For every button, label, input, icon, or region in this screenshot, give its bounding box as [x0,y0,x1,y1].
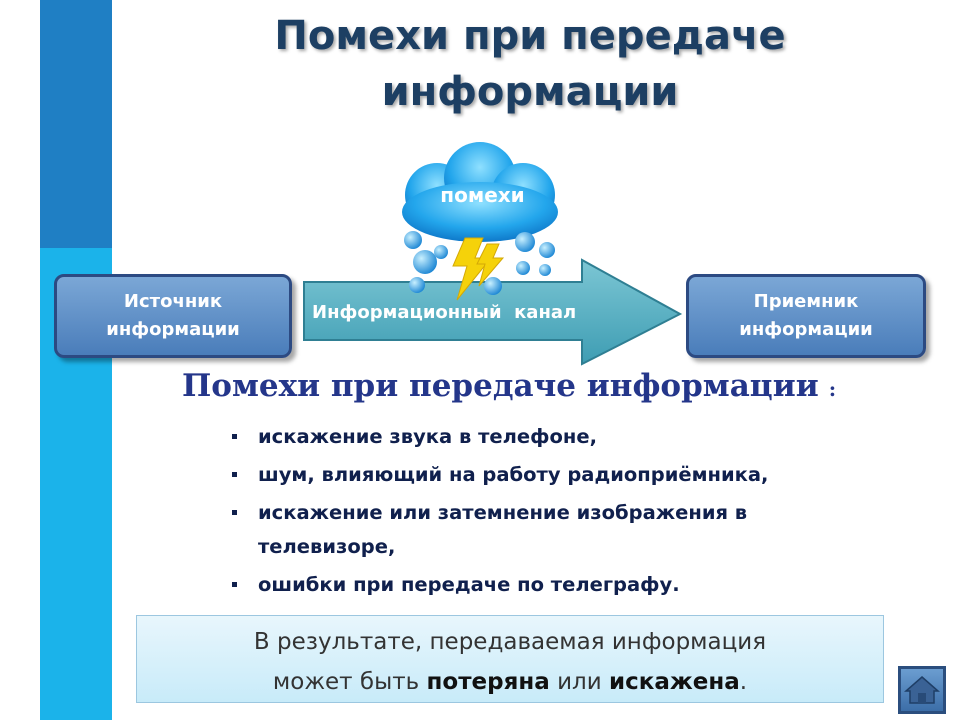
noise-section-heading [182,368,836,404]
result-callout [136,615,884,703]
bullet-icon [232,510,237,515]
result-line2 [137,662,883,702]
noise-cloud-icon [395,140,565,305]
home-icon [901,669,943,711]
receiver-box [686,274,926,358]
source-label-line1: Источник [123,291,223,312]
bullet-icon [232,582,237,587]
noise-heading-text: Помехи при передаче информации [182,368,819,404]
result-period: . [739,669,748,695]
source-box [54,274,292,358]
bullet-icon [232,434,237,439]
noise-heading-colon: : [828,377,837,401]
list-item-text: шум, влияющий на работу радиоприёмника, [258,463,769,486]
list-item [232,458,842,492]
slide-title-line1: Помехи при передаче [274,13,786,59]
sidebar-stripe-dark [40,0,112,248]
channel-label: Информационный канал [312,302,577,323]
list-item-text: ошибки при передаче по телеграфу. [258,573,680,596]
list-item [232,496,842,564]
result-word-lost: потеряна [426,669,550,695]
list-item-text: искажение звука в телефоне, [258,425,597,448]
noise-examples-list [232,420,842,606]
list-item [232,568,842,602]
result-word-distorted: искажена [609,669,740,695]
list-item [232,420,842,454]
home-button[interactable] [898,666,946,714]
result-conj: или [557,669,602,695]
list-item-text: искажение или затемнение изображения в телевизоре, [258,501,748,558]
noise-label: помехи [440,183,525,207]
receiver-label-line2: информации [739,319,873,340]
receiver-label-line1: Приемник [753,291,859,312]
result-prefix: может быть [272,669,420,695]
slide-title [170,8,890,120]
result-line1: В результате, передаваемая информация [253,629,767,655]
slide-title-line2: информации [381,69,679,115]
bullet-icon [232,472,237,477]
source-label-line2: информации [106,319,240,340]
